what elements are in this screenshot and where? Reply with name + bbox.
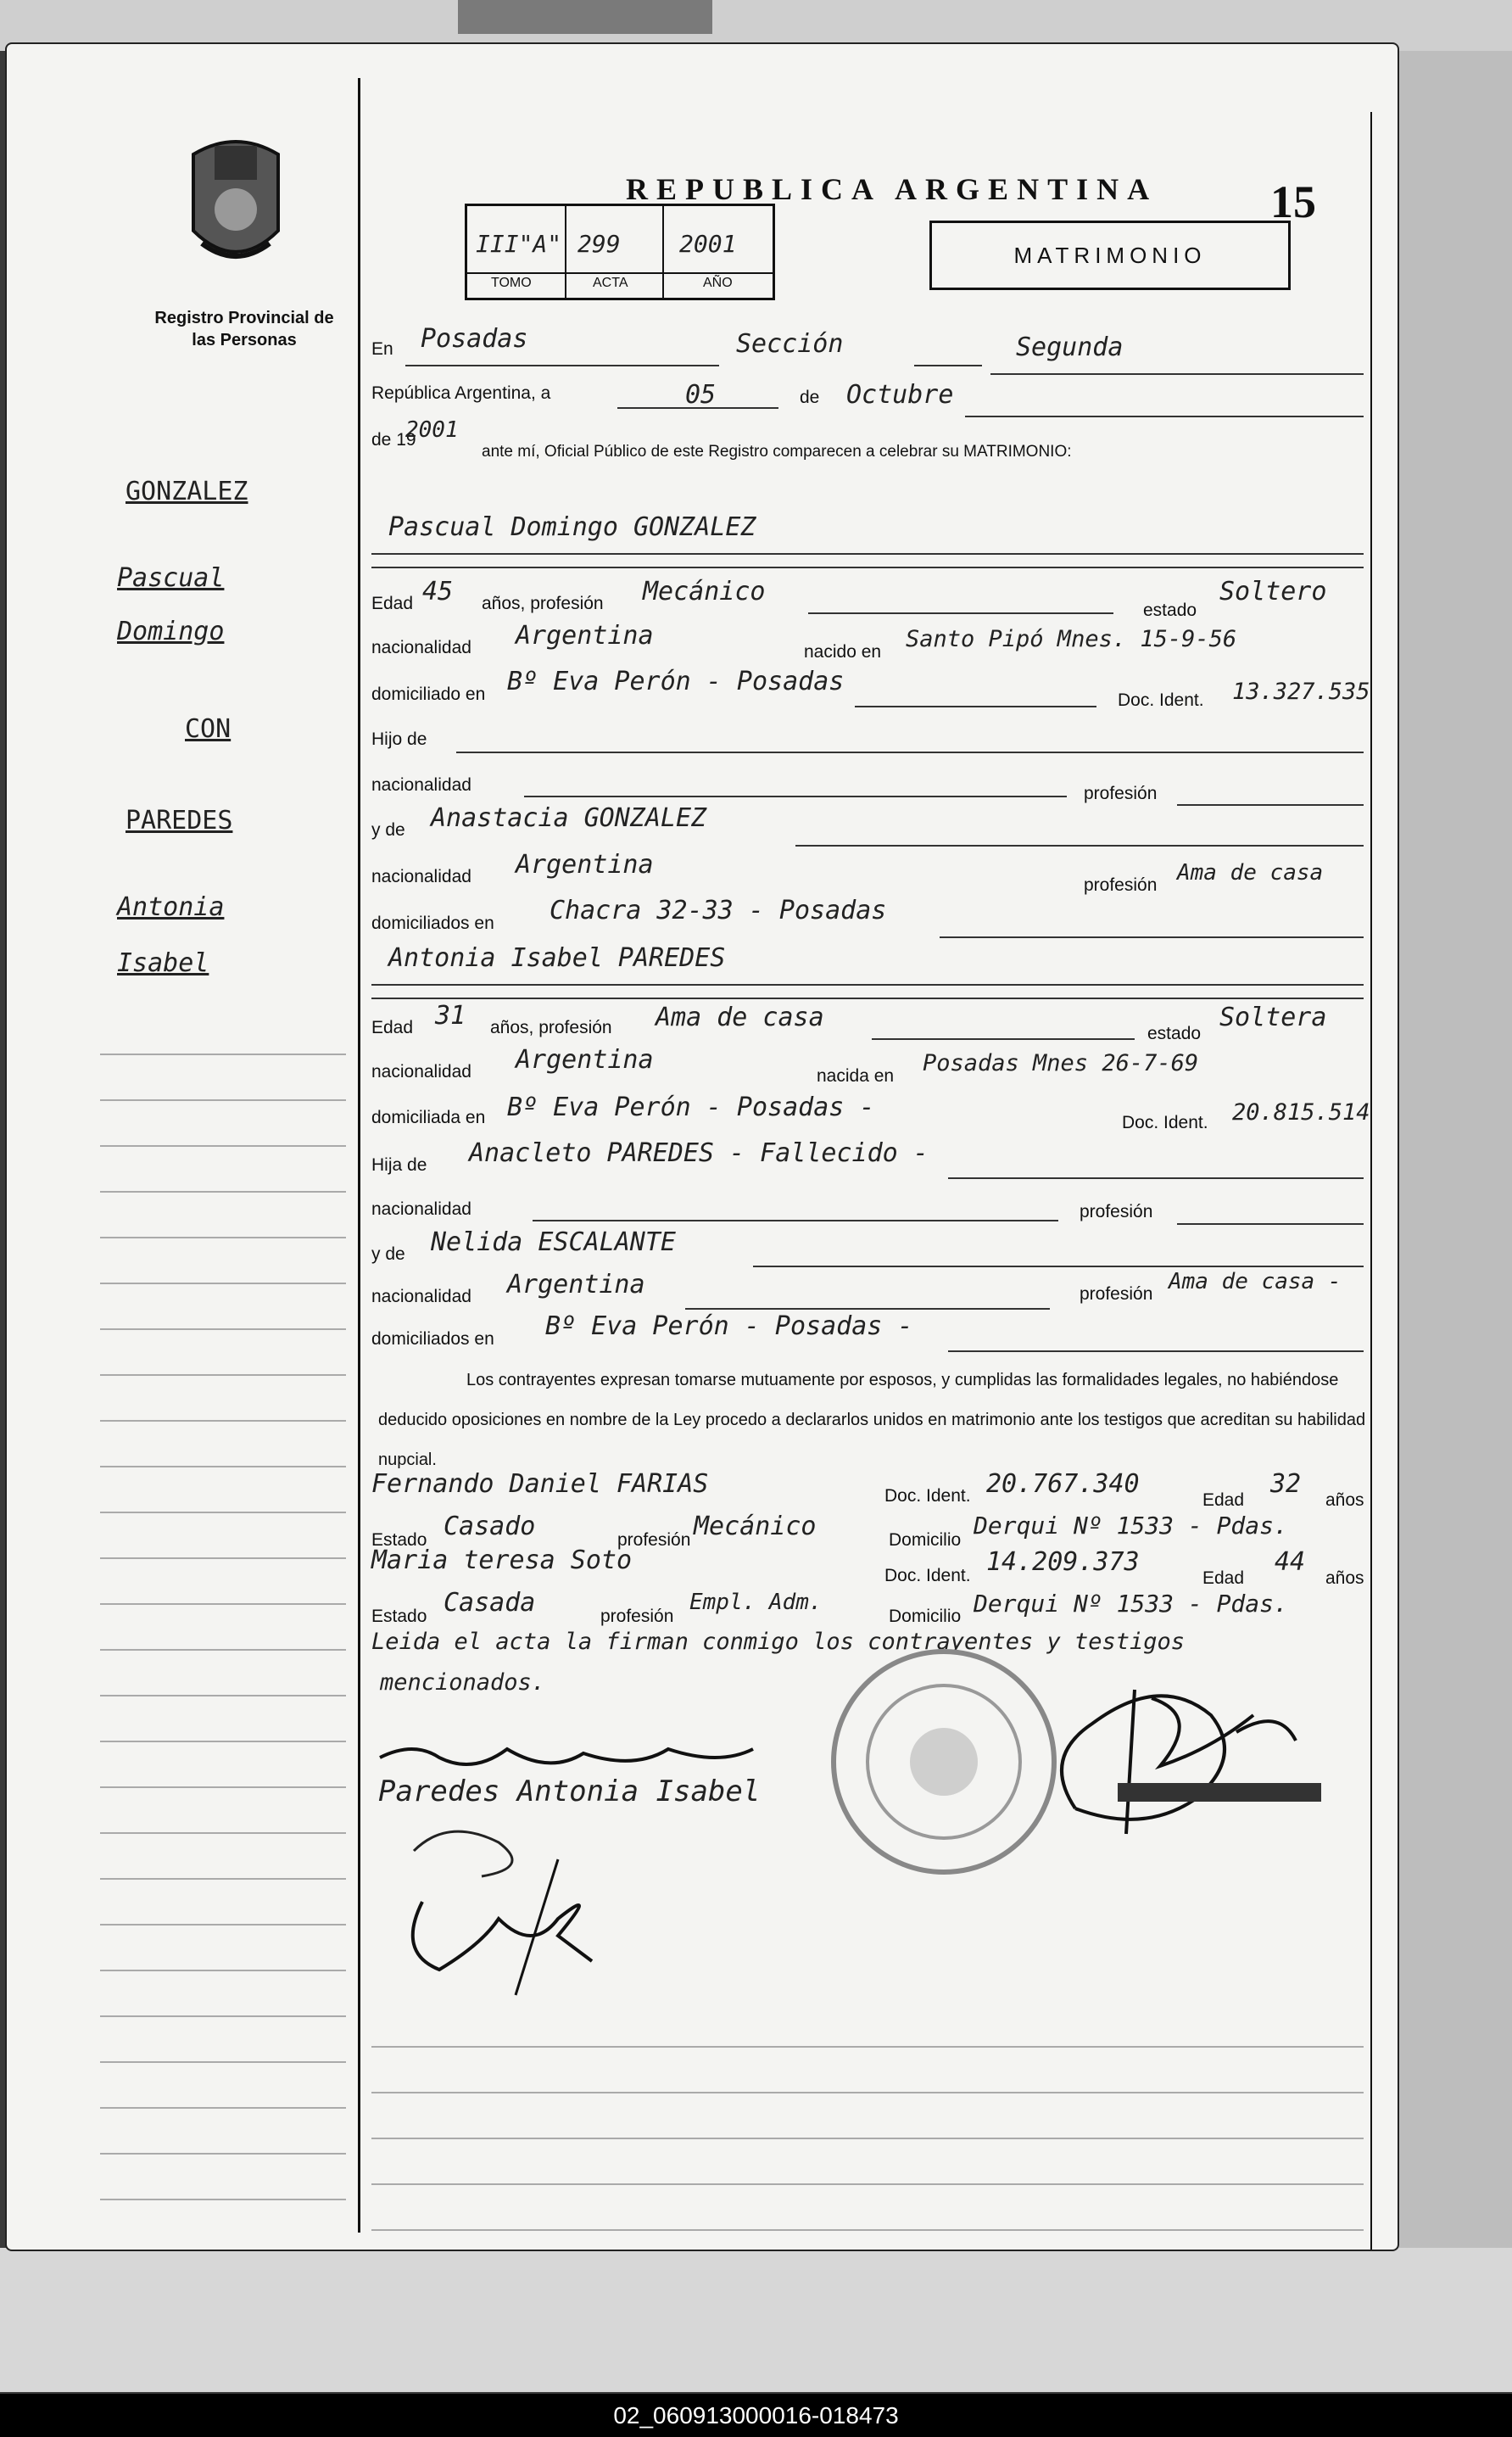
body-ruled-line [371,2046,1364,2048]
bride-prof-label: años, profesión [490,1018,612,1037]
background-bottom [0,2248,1512,2392]
witness2-dom-label: Domicilio [889,1607,962,1626]
witness1-doc: 20.767.340 [986,1469,1140,1499]
page-number: 15 [1270,176,1316,227]
margin-ruled-line [100,2199,346,2200]
margin-ruled-line [100,1603,346,1605]
groom-domicilio: Bº Eva Perón - Posadas [507,667,845,696]
groom-prof3-label: profesión [1084,875,1158,895]
witness2-prof-label: profesión [600,1607,674,1626]
witness2-anos-label: años [1325,1568,1364,1588]
closing-line-1: Leida el acta la firman conmigo los contrayentes y testigos [371,1629,1186,1655]
margin-ruled-line [100,1786,346,1788]
acta-label: ACTA [593,276,628,290]
bride-estado-label: estado [1147,1024,1202,1043]
en-value: Posadas [421,324,528,354]
margin-given1: Pascual [117,563,225,593]
bride-nac2-label: nacionalidad [371,1199,471,1219]
closing-line-2: mencionados. [380,1669,546,1696]
background-top [0,0,1512,51]
body-ruled-line [371,2183,1364,2185]
margin-ruled-line [100,1328,346,1330]
bride-doc-label: Doc. Ident. [1122,1113,1208,1132]
year-value: 2001 [405,417,459,443]
bride-padres-dom: Bº Eva Perón - Posadas - [545,1311,913,1341]
bride-doc: 20.815.514 [1232,1099,1370,1126]
ano-label: AÑO [703,276,733,290]
groom-name: Pascual Domingo GONZALEZ [388,512,756,542]
margin-ruled-line [100,1970,346,1971]
bride-name: Antonia Isabel PAREDES [388,943,726,973]
margin-given2: Domingo [117,617,225,646]
background-top-dark [458,0,712,34]
margin-ruled-line [100,1924,346,1926]
bride-hija-label: Hija de [371,1155,427,1175]
ano-value: 2001 [679,230,737,258]
witness1-edad: 32 [1270,1469,1302,1499]
registrar-signature [1024,1656,1330,1876]
margin-ruled-line [100,1557,346,1559]
bride-nacida-label: nacida en [817,1066,895,1086]
witness1-doc-label: Doc. Ident. [884,1486,971,1506]
groom-estado-label: estado [1143,601,1197,620]
margin-ruled-line [100,1191,346,1193]
witness2-estado-label: Estado [371,1607,427,1626]
witness1-estado: Casado [444,1512,536,1541]
rep-label: República Argentina, a [371,383,551,403]
margin-surname2: PAREDES [126,806,233,836]
margin-ruled-line [100,1145,346,1147]
bride-edad: 31 [435,1001,466,1031]
bride-prof2-label: profesión [1080,1202,1153,1221]
groom-madre-prof: Ama de casa [1177,860,1324,886]
record-id-table [465,204,775,300]
groom-estado: Soltero [1219,577,1327,606]
margin-divider [358,78,360,2233]
groom-profesion: Mecánico [643,577,766,606]
margin-ruled-line [100,1878,346,1880]
registry-name: Registro Provincial de las Personas [154,309,334,349]
margin-given4: Isabel [117,948,209,978]
year-prefix: de 19 [371,430,416,450]
witness1-anos-label: años [1325,1490,1364,1510]
witness2-domicilio: Derqui Nº 1533 - Pdas. [974,1590,1288,1618]
margin-ruled-line [100,1695,346,1696]
bride-dom-label: domiciliada en [371,1108,486,1127]
groom-nac3-label: nacionalidad [371,867,471,886]
witness2-profesion: Empl. Adm. [689,1590,823,1615]
groom-nacido-label: nacido en [804,642,882,662]
right-border [1370,112,1372,2250]
margin-ruled-line [100,2015,346,2017]
margin-ruled-line [100,1420,346,1422]
tomo-value: III"A" [476,230,562,258]
groom-prof-label: años, profesión [482,594,604,613]
groom-doms-label: domiciliados en [371,914,494,933]
bride-signature-text: Paredes Antonia Isabel [378,1775,761,1808]
groom-nac2-label: nacionalidad [371,775,471,795]
witness1-dom-label: Domicilio [889,1530,962,1550]
groom-padres-dom: Chacra 32-33 - Posadas [550,896,887,925]
intro-text: ante mí, Oficial Público de este Registro comparecen a celebrar su MATRIMONIO: [482,443,1072,461]
register-page [7,44,1398,2250]
margin-ruled-line [100,1466,346,1467]
witness1-profesion: Mecánico [694,1512,817,1541]
groom-edad: 45 [422,577,454,606]
seccion-value: Segunda [1016,333,1124,362]
groom-edad-label: Edad [371,594,414,613]
margin-ruled-line [100,1099,346,1101]
groom-yde-label: y de [371,820,405,840]
background-right [1398,51,1512,2392]
margin-ruled-line [100,2107,346,2109]
bride-madre-nac: Argentina [507,1270,645,1300]
margin-ruled-line [100,2061,346,2063]
bride-profesion: Ama de casa [656,1003,824,1032]
margin-ruled-line [100,1237,346,1238]
margin-conj: CON [185,714,232,744]
margin-ruled-line [100,1283,346,1284]
groom-dom-label: domiciliado en [371,685,486,704]
bride-doms-label: domiciliados en [371,1329,494,1349]
bride-edad-label: Edad [371,1018,414,1037]
bride-estado: Soltera [1219,1003,1327,1032]
de-label: de [800,388,820,407]
margin-ruled-line [100,1054,346,1055]
witness2-edad-label: Edad [1202,1568,1245,1588]
groom-nac-label: nacionalidad [371,638,471,657]
bride-madre: Nelida ESCALANTE [431,1227,676,1257]
record-type-box [929,221,1291,290]
groom-hijo-label: Hijo de [371,729,427,749]
margin-ruled-line [100,1649,346,1651]
bride-madre-prof: Ama de casa - [1169,1269,1342,1294]
witness2-name: Maria teresa Soto [371,1545,633,1575]
bride-nacionalidad: Argentina [516,1045,654,1075]
record-type: MATRIMONIO [1013,243,1207,268]
witness2-estado: Casada [444,1588,536,1618]
groom-nacionalidad: Argentina [516,621,654,651]
bride-nacida: Posadas Mnes 26-7-69 [923,1050,1199,1076]
groom-nacido: Santo Pipó Mnes. 15-9-56 [906,626,1237,652]
witness2-edad: 44 [1275,1547,1306,1577]
document-id-footer: 02_060913000016-018473 [0,2394,1512,2437]
margin-ruled-line [100,1374,346,1376]
bride-prof3-label: profesión [1080,1284,1153,1304]
margin-surname: GONZALEZ [126,477,248,506]
witness1-prof-label: profesión [617,1530,691,1550]
en-label: En [371,339,393,359]
margin-ruled-line [100,1832,346,1834]
body-ruled-line [371,2229,1364,2231]
day-value: 05 [685,380,717,410]
witness2-doc: 14.209.373 [986,1547,1140,1577]
acta-value: 299 [577,230,621,258]
bride-padre: Anacleto PAREDES - Fallecido - [469,1138,929,1168]
seccion-label: Sección [736,329,844,359]
body-ruled-line [371,2138,1364,2139]
witness1-estado-label: Estado [371,1530,427,1550]
bride-nac-label: nacionalidad [371,1062,471,1082]
margin-ruled-line [100,2153,346,2155]
tomo-label: TOMO [491,276,532,290]
body-ruled-line [371,2092,1364,2093]
bride-nac3-label: nacionalidad [371,1287,471,1306]
groom-madre-nac: Argentina [516,850,654,880]
witness1-name: Fernando Daniel FARIAS [371,1469,709,1499]
witness1-domicilio: Derqui Nº 1533 - Pdas. [974,1512,1288,1540]
margin-given3: Antonia [117,892,225,922]
witness1-edad-label: Edad [1202,1490,1245,1510]
provincial-emblem-icon [176,129,295,290]
margin-ruled-line [100,1741,346,1742]
margin-ruled-line [100,1512,346,1513]
groom-doc-label: Doc. Ident. [1118,690,1204,710]
groom-prof2-label: profesión [1084,784,1158,803]
groom-madre: Anastacia GONZALEZ [431,803,707,833]
bride-yde-label: y de [371,1244,405,1264]
witness2-doc-label: Doc. Ident. [884,1566,971,1585]
declaration-text: Los contrayentes expresan tomarse mutuamente por esposos, y cumplidas las formalidades legales, no habiéndose deducido oposiciones en nombre de la Ley procedo a declararlos unidos en matrimonio ante los testigos que acreditan su habilidad nupcial. [378,1371,1366,1469]
month-value: Octubre [846,380,954,410]
groom-doc: 13.327.535 [1232,679,1370,705]
bride-domicilio: Bº Eva Perón - Posadas - [507,1093,875,1122]
page-title: REPUBLICA ARGENTINA [626,172,1158,206]
